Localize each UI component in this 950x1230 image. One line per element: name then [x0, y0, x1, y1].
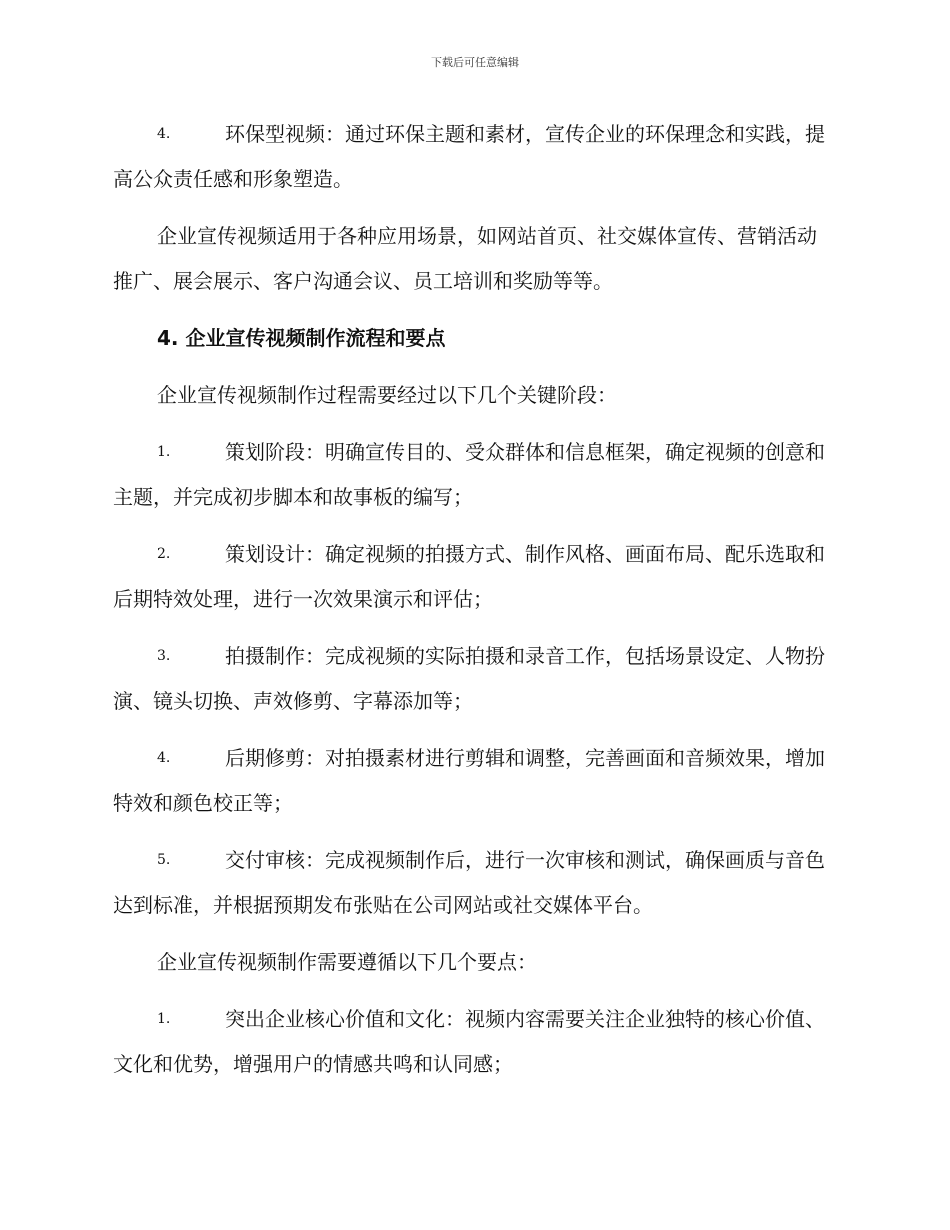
list-text: 突出企业核心价值和文化：视频内容需要关注企业独特的核心价值、文化和优势，增强用户的情感共鸣和认同感； — [113, 1007, 825, 1076]
list-number: 3. — [157, 648, 171, 664]
list-item — [113, 532, 833, 622]
list-text: 策划阶段：明确宣传目的、受众群体和信息框架，确定视频的创意和主题，并完成初步脚本和故事板的编写； — [113, 440, 825, 509]
list-text: 策划设计：确定视频的拍摄方式、制作风格、画面布局、配乐选取和后期特效处理，进行一次效果演示和评估； — [113, 542, 825, 611]
list-text: 拍摄制作：完成视频的实际拍摄和录音工作，包括场景设定、人物扮演、镜头切换、声效修剪、字幕添加等； — [113, 644, 825, 713]
list-number: 4. — [157, 750, 171, 766]
document-body — [113, 112, 833, 1099]
paragraph: 企业宣传视频制作需要遵循以下几个要点： — [157, 950, 537, 974]
paragraph: 企业宣传视频适用于各种应用场景，如网站首页、社交媒体宣传、营销活动推广、展会展示、客户沟通会议、员工培训和奖励等等。 — [113, 224, 817, 293]
page-header: 下载后可任意编辑 — [431, 56, 519, 69]
section-heading: 4. 企业宣传视频制作流程和要点 — [157, 326, 446, 350]
list-item — [113, 112, 833, 202]
list-item — [113, 997, 833, 1087]
list-item — [113, 838, 833, 928]
list-item — [113, 736, 833, 826]
list-number: 5. — [157, 852, 171, 868]
list-text: 环保型视频：通过环保主题和素材，宣传企业的环保理念和实践，提高公众责任感和形象塑造。 — [113, 122, 825, 191]
list-number: 1. — [157, 444, 171, 460]
paragraph: 企业宣传视频制作过程需要经过以下几个关键阶段： — [157, 383, 617, 407]
list-text: 后期修剪：对拍摄素材进行剪辑和调整，完善画面和音频效果，增加特效和颜色校正等； — [113, 746, 825, 815]
list-number: 2. — [157, 546, 171, 562]
list-item — [113, 634, 833, 724]
list-number: 1. — [157, 1011, 171, 1027]
list-number: 4. — [157, 126, 171, 142]
list-item — [113, 430, 833, 520]
list-text: 交付审核：完成视频制作后，进行一次审核和测试，确保画质与音色达到标准，并根据预期发布张贴在公司网站或社交媒体平台。 — [113, 848, 825, 917]
